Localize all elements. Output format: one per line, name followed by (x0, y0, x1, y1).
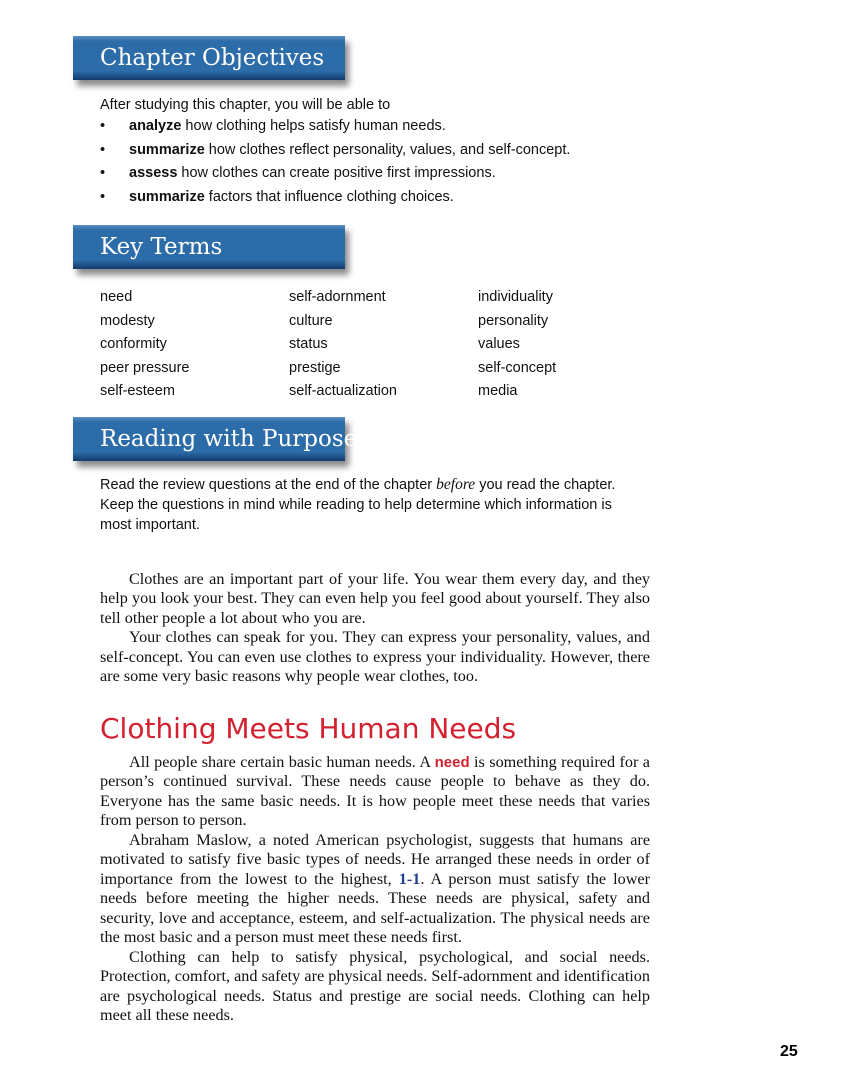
objective-item (100, 115, 650, 139)
bullet-icon: • (100, 188, 106, 205)
objective-text: how clothes can create positive first impressions. (177, 165, 496, 181)
key-term: culture (289, 312, 333, 329)
paragraph: Your clothes can speak for you. They can express your personality, values, and self-concept. You can even use clothes to express your individuality. However, there are some very basic reasons why people wear clothes, too. (100, 628, 650, 685)
key-term: peer pressure (100, 359, 190, 376)
key-terms-grid (100, 286, 650, 404)
bullet-icon: • (100, 141, 106, 158)
chapter-objectives-banner: Chapter Objectives (73, 36, 345, 80)
key-term: self-actualization (289, 383, 397, 399)
reading-instructions: Read the review questions at the end of the chapter before you read the chapter. Keep the questions in mind while reading to help determine which information is most important. (100, 475, 616, 533)
key-term: individuality (478, 289, 553, 305)
key-terms-banner: Key Terms (73, 225, 345, 269)
key-term: personality (478, 312, 549, 329)
objective-text: factors that influence clothing choices. (204, 188, 454, 205)
page-number: 25 (780, 1043, 798, 1060)
section-heading: Clothing Meets Human Needs (100, 711, 517, 745)
key-term: prestige (289, 359, 341, 376)
objectives-list (100, 115, 650, 209)
objective-text: how clothes reflect personality, values, and self-concept. (204, 141, 571, 158)
figure-reference[interactable]: 1-1 (398, 869, 421, 888)
objectives-intro: After studying this chapter, you will be able to (100, 97, 391, 113)
objective-item (100, 162, 650, 186)
objective-verb: analyze (129, 118, 182, 134)
key-term-need: need (434, 753, 470, 771)
section-text (100, 753, 650, 1026)
paragraph: Clothes are an important part of your life. You wear them every day, and they help you look your best. They can even help you feel good about yourself. They also tell other people a lot about who you are. (100, 569, 650, 627)
paragraph: Clothing can help to satisfy physical, psychological, and social needs. Protection, comfort, and safety are physical needs. Self-adornment and identification are psychological needs. Status and prestige are social needs. Clothing can help meet all these needs. (100, 947, 650, 1024)
key-term: status (289, 336, 328, 352)
paragraph: Abraham Maslow, a noted American psychologist, suggests that humans are motivated to satisfy five basic types of needs. He arranged these needs in order of importance from the lowest to the highest, 1-1. A person must satisfy the lower needs before meeting the higher needs. These needs are physical, safety and security, love and acceptance, esteem, and self-actualization. The physical needs are the most basic and a person must meet these needs first. (100, 830, 650, 946)
paragraph: All people share certain basic human needs. A need is something required for a person’s continued survival. These needs cause people to behave as they do. Everyone has the same basic needs. It is how people meet these needs that varies from person to person. (100, 752, 650, 829)
objective-verb: assess (129, 165, 178, 181)
bullet-icon: • (100, 165, 106, 181)
objective-item (100, 139, 650, 163)
objective-text: how clothing helps satisfy human needs. (181, 118, 446, 134)
page-content (100, 36, 650, 1026)
key-term: media (478, 383, 518, 399)
objective-verb: summarize (129, 188, 205, 205)
key-term: conformity (100, 336, 167, 352)
reading-purpose-banner: Reading with Purpose (73, 417, 345, 461)
key-term: self-adornment (289, 289, 386, 305)
key-term: self-concept (478, 359, 557, 376)
key-term: self-esteem (100, 383, 175, 399)
key-term: modesty (100, 312, 155, 329)
key-term: need (100, 289, 133, 305)
objective-item (100, 186, 650, 210)
intro-text (100, 570, 650, 687)
key-term: values (478, 336, 520, 352)
bullet-icon: • (100, 118, 106, 134)
objective-verb: summarize (129, 141, 205, 158)
